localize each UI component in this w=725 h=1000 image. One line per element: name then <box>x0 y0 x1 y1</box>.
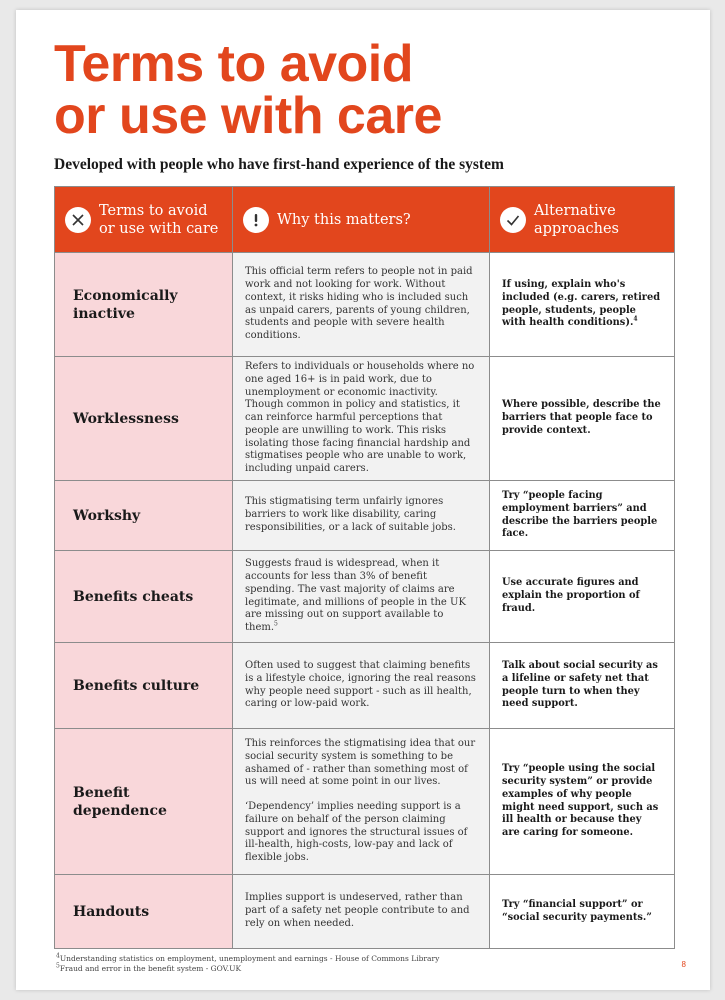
page-number: 8 <box>681 960 686 969</box>
header-terms-line-1: Terms to avoid <box>99 202 208 219</box>
header-alt <box>490 187 675 253</box>
why-cell <box>233 357 490 481</box>
term-cell: Benefits culture <box>55 643 233 729</box>
table-row <box>55 253 675 357</box>
table-header-row <box>55 187 675 253</box>
table-row <box>55 729 675 875</box>
footnote-ref: 4 <box>633 316 638 324</box>
table-row <box>55 481 675 551</box>
term-cell: Benefits cheats <box>55 551 233 643</box>
why-text: ‘Dependency’ implies needing support is a failure on behalf of the person claiming support and ignores the structural issues of ill-health, high-costs, low-pay and lack of flexible jobs. <box>245 801 468 864</box>
document-page <box>16 10 710 990</box>
term-cell: Handouts <box>55 875 233 949</box>
table-row <box>55 643 675 729</box>
term-cell: Economically inactive <box>55 253 233 357</box>
footnote-5-text: Fraud and error in the benefit system - GOV.UK <box>59 963 242 973</box>
footnote-ref: 5 <box>274 620 278 628</box>
header-why-label: Why this matters? <box>277 211 411 228</box>
why-text: Refers to individuals or households where no one aged 16+ is in paid work, due to unemployment or economic inactivity. Though common in policy and statistics, it can reinforce harmful perceptions that people are unwilling to work. This risks isolating those facing financial hardship and stigmatises people who are unable to work, including unpaid carers. <box>245 360 475 475</box>
alt-cell: Use accurate figures and explain the proportion of fraud. <box>490 551 675 643</box>
why-cell <box>233 729 490 875</box>
title-line-1: Terms to avoid <box>54 35 414 93</box>
why-text <box>245 558 477 635</box>
why-text-body: Suggests fraud is widespread, when it accounts for less than 3% of benefit spending. The vast majority of claims are legitimate, and millions of people in the UK are missing out on support available to them. <box>245 558 466 634</box>
term-cell: Workshy <box>55 481 233 551</box>
why-cell <box>233 481 490 551</box>
table-row <box>55 357 675 481</box>
term-cell: Worklessness <box>55 357 233 481</box>
header-terms-line-2: or use with care <box>99 220 219 237</box>
alt-cell: Try “people using the social security system” or provide examples of why people might need support, such as ill health or because they are caring for someone. <box>490 729 675 875</box>
alt-cell: Try “financial support” or “social security payments.” <box>490 875 675 949</box>
footnote-4-num: 4 <box>56 952 60 960</box>
alt-cell <box>490 253 675 357</box>
why-text: Often used to suggest that claiming benefits is a lifestyle choice, ignoring the real reasons why people need support - such as ill health, caring or low-paid work. <box>245 659 476 710</box>
footnote-5-num: 5 <box>56 962 60 969</box>
why-text: This reinforces the stigmatising idea that our social security system is something to be ashamed of - rather than something most of us will need at some point in our lives. <box>245 737 476 788</box>
header-alt-line-2: approaches <box>534 220 619 237</box>
terms-table <box>54 186 675 949</box>
cross-circle-icon <box>65 207 91 233</box>
why-cell <box>233 551 490 643</box>
title-line-2: or use with care <box>54 87 442 145</box>
table-row <box>55 551 675 643</box>
why-cell <box>233 875 490 949</box>
alt-cell: Try “people facing employment barriers” and describe the barriers people face. <box>490 481 675 551</box>
page-title <box>54 35 442 145</box>
check-circle-icon <box>500 207 526 233</box>
footnotes <box>56 954 439 973</box>
alt-cell: Talk about social security as a lifeline or safety net that people turn to when they need support. <box>490 643 675 729</box>
why-text: Implies support is undeserved, rather than part of a safety net people contribute to and rely on when needed. <box>245 892 470 929</box>
why-text: This stigmatising term unfairly ignores barriers to work like disability, caring responsibilities, or a lack of suitable jobs. <box>245 496 456 533</box>
exclamation-circle-icon <box>243 207 269 233</box>
alt-text: If using, explain who's included (e.g. carers, retired people, students, people with health conditions). <box>502 278 661 329</box>
table-row <box>55 875 675 949</box>
header-terms <box>55 187 233 253</box>
footnote-5 <box>56 964 439 974</box>
alt-cell: Where possible, describe the barriers that people face to provide context. <box>490 357 675 481</box>
page-subtitle: Developed with people who have first-hand experience of the system <box>54 156 504 173</box>
footnote-4 <box>56 954 439 964</box>
footnote-4-text: Understanding statistics on employment, unemployment and earnings - House of Commons Library <box>59 954 440 963</box>
why-text: This official term refers to people not in paid work and not looking for work. Without context, it risks hiding who is included such as unpaid carers, parents of young children, students and people with severe health conditions. <box>245 266 473 342</box>
why-cell <box>233 643 490 729</box>
term-cell: Benefit dependence <box>55 729 233 875</box>
header-why <box>233 187 490 253</box>
header-alt-line-1: Alternative <box>534 202 616 219</box>
why-cell <box>233 253 490 357</box>
